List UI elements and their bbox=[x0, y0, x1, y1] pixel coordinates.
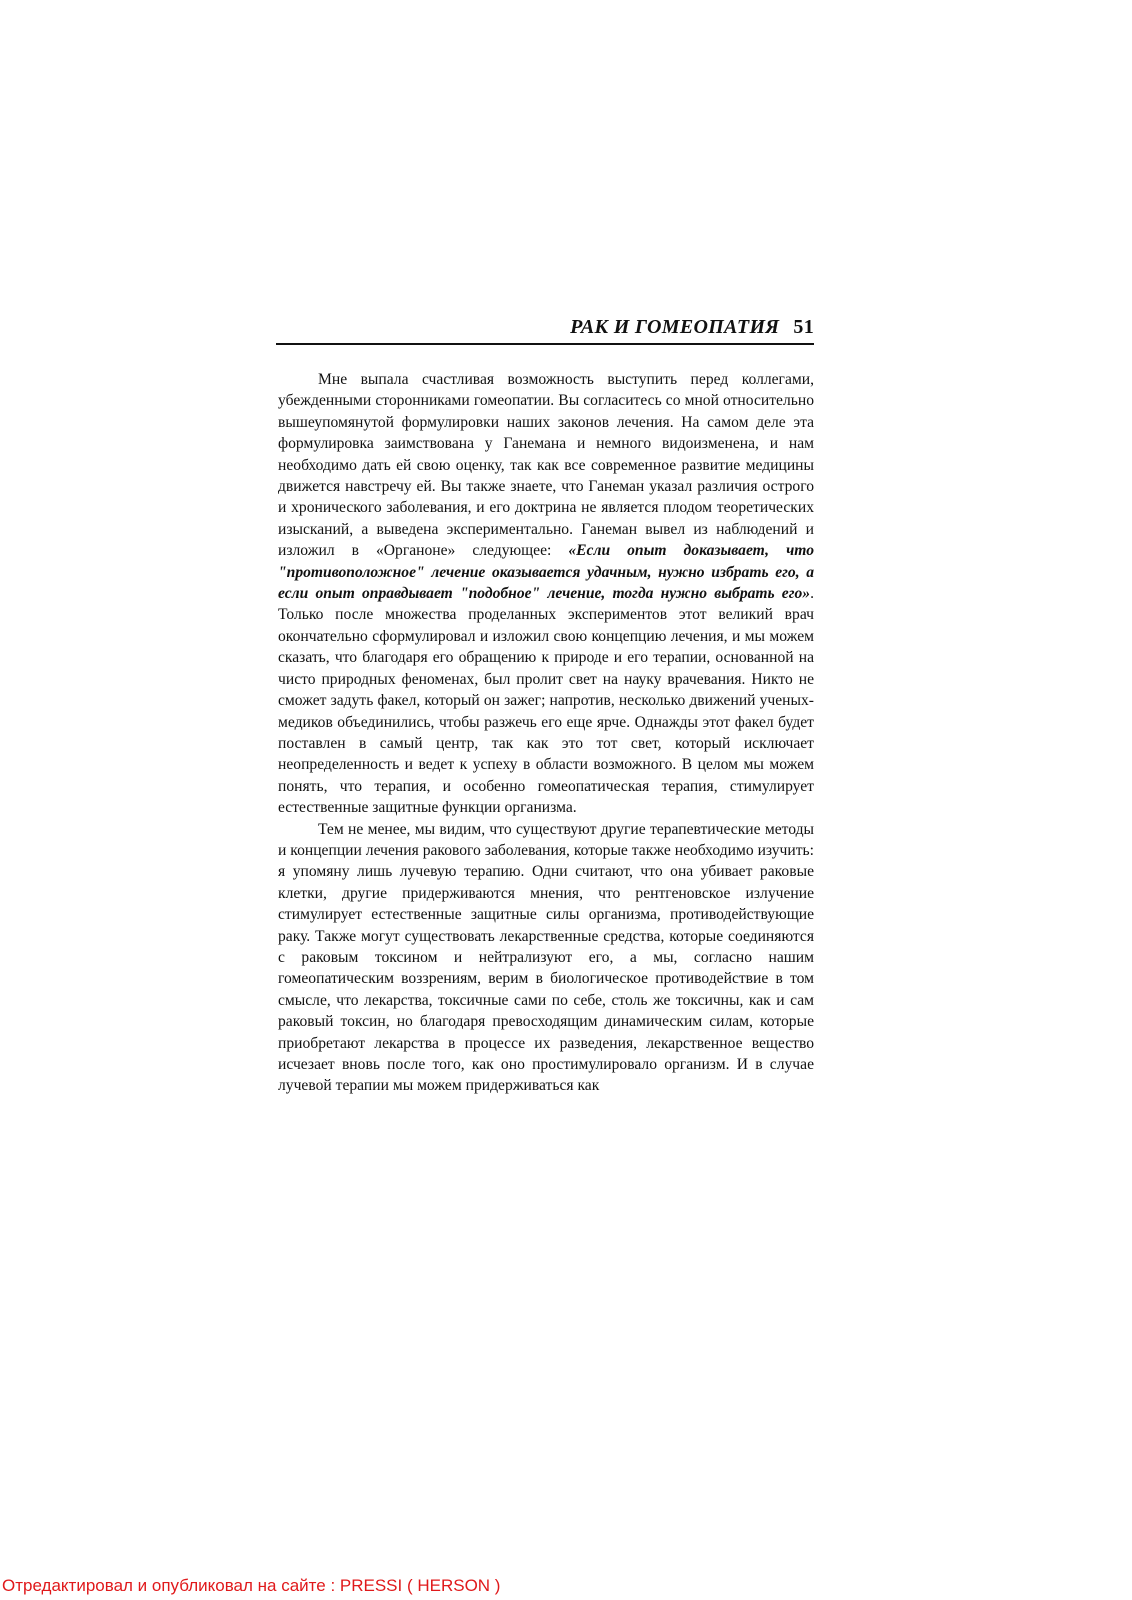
page-number: 51 bbox=[793, 316, 814, 338]
footer-credit: Отредактировал и опубликовал на сайте : PRESSI ( HERSON ) bbox=[2, 1576, 501, 1595]
paragraph-1-text-end: . Только после множества проделанных экспериментов этот великий врач окончательно сформулировал и изложил свою концепцию лечения, и мы можем сказать, что благодаря его обращению к природе и его терапии, основанной на чисто природных феноменах, был пролит свет на науку врачевания. Никто не сможет задуть факел, который он зажег; напротив, несколько движений ученых-медиков объединились, чтобы разжечь его еще ярче. Однажды этот факел будет поставлен в самый центр, так как это тот свет, который исключает неопределенность и ведет к успеху в области возможного. В целом мы можем понять, что терапия, и особенно гомеопатическая терапия, стимулирует естественные защитные функции организма. bbox=[278, 585, 814, 817]
running-header-title: РАК И ГОМЕОПАТИЯ bbox=[570, 316, 780, 338]
header-rule bbox=[276, 343, 814, 345]
paragraph-1 bbox=[278, 369, 814, 819]
paragraph-2: Тем не менее, мы видим, что существуют другие терапевтические методы и концепции лечения ракового заболевания, которые также необходимо изучить: я упомяну лишь лучевую терапию. Одни считают, что она убивает раковые клетки, другие придерживаются мнения, что рентгеновское излучение стимулирует естественные защитные силы организма, противодействующие раку. Также могут существовать лекарственные средства, которые соединяются с раковым токсином и нейтрализуют его, а мы, согласно нашим гомеопатическим воззрениям, верим в биологическое противодействие в том смысле, что лекарства, токсичные сами по себе, столь же токсичны, как и сам раковый токсин, но благодаря превосходящим динамическим силам, которые приобретают лекарства в процессе их разведения, лекарственное вещество исчезает вновь после того, как оно простимулировало организм. И в случае лучевой терапии мы можем придерживаться как bbox=[278, 820, 814, 1095]
paragraph-1-text-start: Мне выпала счастливая возможность выступить перед коллегами, убежденными сторонниками гомеопатии. Вы согласитесь со мной относительно вышеупомянутой формулировки наших законов лечения. На самом деле эта формулировка заимствована у Ганемана и немного видоизменена, и нам необходимо дать ей свою оценку, так как все современное развитие медицины движется навстречу ей. Вы также знаете, что Ганеман указал различия острого и хронического заболевания, и его доктрина не является плодом теоретических изысканий, а выведена экспериментально. Ганеман вывел из наблюдений и изложил в «Органоне» следующее: bbox=[278, 371, 814, 560]
hahnemann-quote: «Если опыт доказывает, что "противоположное" лечение оказывается удачным, нужно избрать его, а если опыт оправдывает "подобное" лечение, тогда нужно выбрать его» bbox=[278, 542, 814, 603]
running-header bbox=[276, 316, 814, 344]
body-text bbox=[278, 369, 814, 1097]
